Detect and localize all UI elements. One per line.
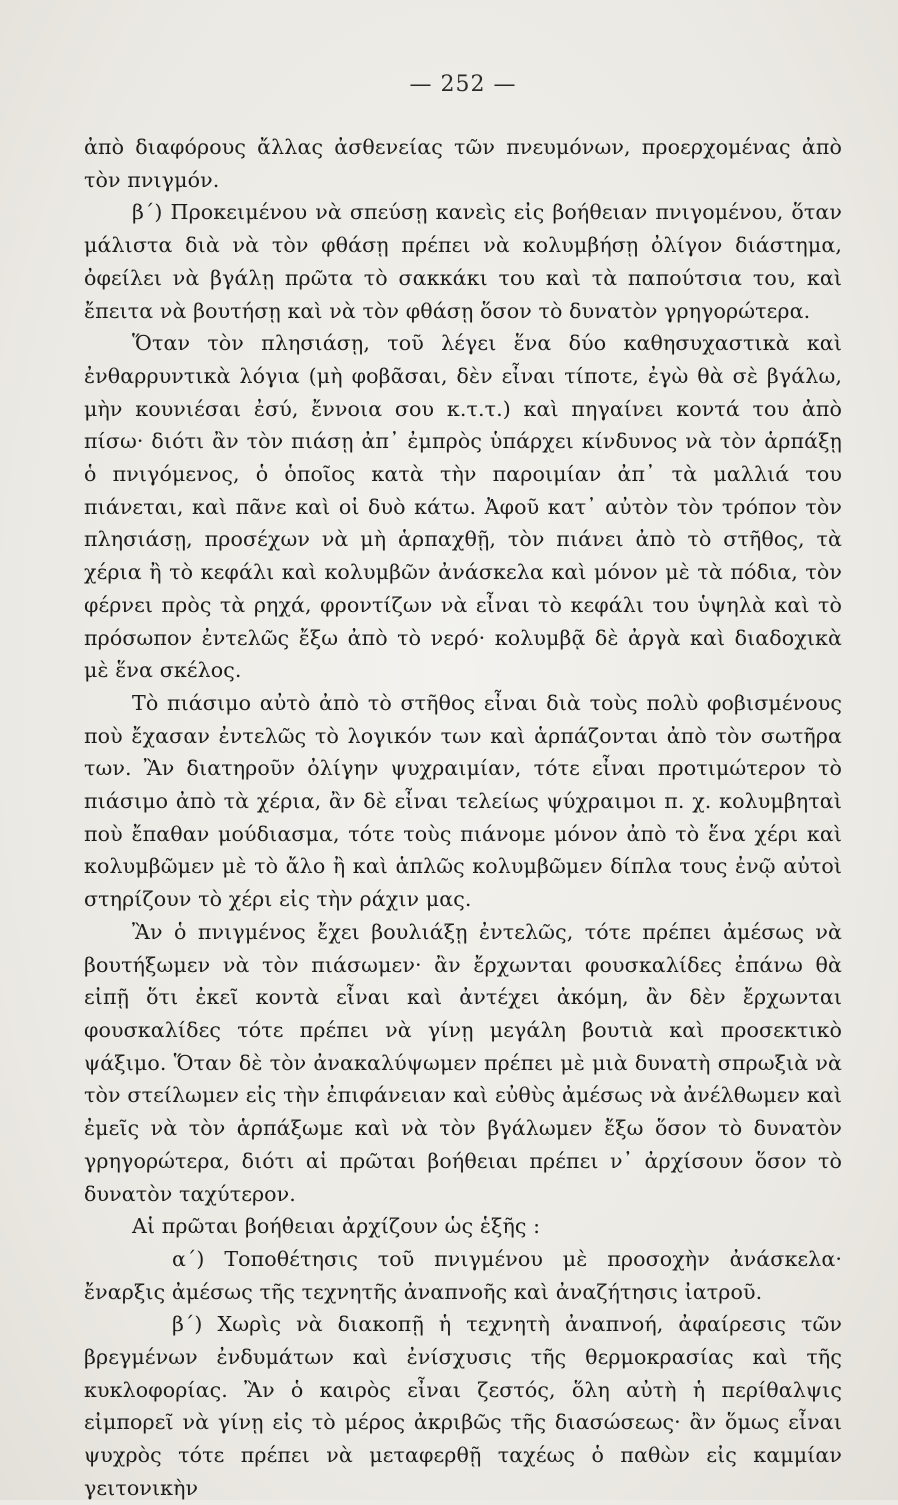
list-item: α΄) Τοποθέτησις τοῦ πνιγμένου μὲ προσοχὴν ἀνάσκελα· ἔναρξις ἀμέσως τῆς τεχνητῆς ἀναπνοῆς καὶ ἀναζήτησις ἰατροῦ.: [84, 1246, 842, 1304]
body-text: [84, 131, 842, 1505]
page-number: — 252 —: [409, 72, 517, 97]
paragraph: Ὅταν τὸν πλησιάσῃ, τοῦ λέγει ἕνα δύο καθησυχαστικὰ καὶ ἐνθαρρυντικὰ λόγια (μὴ φοβᾶσαι, δὲν εἶναι τίποτε, ἐγὼ θὰ σὲ βγάλω, μὴν κουνιέσαι ἐσύ, ἔννοια σου κ.τ.τ.) καὶ πηγαίνει κοντά του ἀπὸ πίσω· διότι ἂν τὸν πιάσῃ ἀπ᾿ ἐμπρὸς ὑπάρχει κίνδυνος νὰ τὸν ἁρπάξῃ ὁ πνιγόμενος, ὁ ὁποῖος κατὰ τὴν παροιμίαν ἀπ᾿ τὰ μαλλιά του πιάνεται, καὶ πᾶνε καὶ οἱ δυὸ κάτω. Ἀφοῦ κατ᾿ αὐτὸν τὸν τρόπον τὸν πλησιάσῃ, προσέχων νὰ μὴ ἁρπαχθῇ, τὸν πιάνει ἀπὸ τὸ στῆθος, τὰ χέρια ἢ τὸ κεφάλι καὶ κολυμβῶν ἀνάσκελα καὶ μόνον μὲ τὰ πόδια, τὸν φέρνει πρὸς τὰ ρηχά, φροντίζων νὰ εἶναι τὸ κεφάλι του ὑψηλὰ καὶ τὸ πρόσωπον ἐντελῶς ἔξω ἀπὸ τὸ νερό· κολυμβᾷ δὲ ἀργὰ καὶ διαδοχικὰ μὲ ἕνα σκέλος.: [84, 331, 842, 683]
paragraph: Ἂν ὁ πνιγμένος ἔχει βουλιάξῃ ἐντελῶς, τότε πρέπει ἀμέσως νὰ βουτήξωμεν νὰ τὸν πιάσωμεν· ἂν ἔρχωνται φουσκαλίδες ἐπάνω θὰ εἰπῇ ὅτι ἐκεῖ κοντὰ εἶναι καὶ ἀντέχει ἀκόμη, ἂν δὲν ἔρχωνται φουσκαλίδες τότε πρέπει νὰ γίνῃ μεγάλη βουτιὰ καὶ προσεκτικὸ ψάξιμο. Ὅταν δὲ τὸν ἀνακαλύψωμεν πρέπει μὲ μιὰ δυνατὴ σπρωξιὰ νὰ τὸν στείλωμεν εἰς τὴν ἐπιφάνειαν καὶ εὐθὺς ἀμέσως νὰ ἀνέλθωμεν καὶ ἐμεῖς νὰ τὸν ἁρπάξωμε καὶ νὰ τὸν βγάλωμεν ἔξω ὅσον τὸ δυνατὸν γρηγορώτερα, διότι αἱ πρῶται βοήθειαι πρέπει ν᾿ ἀρχίσουν ὅσον τὸ δυνατὸν ταχύτερον.: [84, 919, 842, 1206]
list-item: β΄) Χωρὶς νὰ διακοπῇ ἡ τεχνητὴ ἀναπνοή, ἀφαίρεσις τῶν βρεγμένων ἐνδυμάτων καὶ ἐνίσχυσις τῆς θερμοκρασίας καὶ τῆς κυκλοφορίας. Ἂν ὁ καιρὸς εἶναι ζεστός, ὅλη αὐτὴ ἡ περίθαλψις εἰμπορεῖ νὰ γίνῃ εἰς τὸ μέρος ἀκριβῶς τῆς διασώσεως· ἂν ὅμως εἶναι ψυχρὸς τότε πρέπει νὰ μεταφερθῇ ταχέως ὁ παθὼν εἰς καμμίαν γειτονικὴν: [84, 1312, 842, 1500]
paragraph: β΄) Προκειμένου νὰ σπεύσῃ κανεὶς εἰς βοήθειαν πνιγομένου, ὅταν μάλιστα διὰ νὰ τὸν φθάσῃ πρέπει νὰ κολυμβήσῃ ὀλίγον διάστημα, ὀφείλει νὰ βγάλῃ πρῶτα τὸ σακκάκι του καὶ τὰ παπούτσια του, καὶ ἔπειτα νὰ βουτήσῃ καὶ νὰ τὸν φθάσῃ ὅσον τὸ δυνατὸν γρηγορώτερα.: [84, 200, 842, 323]
paragraph: ἀπὸ διαφόρους ἄλλας ἀσθενείας τῶν πνευμόνων, προερχομένας ἀπὸ τὸν πνιγμόν.: [84, 135, 842, 192]
paragraph: Τὸ πιάσιμο αὐτὸ ἀπὸ τὸ στῆθος εἶναι διὰ τοὺς πολὺ φοβισμένους ποὺ ἔχασαν ἐντελῶς τὸ λογικόν των καὶ ἁρπάζονται ἀπὸ τὸν σωτῆρα των. Ἂν διατηροῦν ὀλίγην ψυχραιμίαν, τότε εἶναι προτιμώτερον τὸ πιάσιμο ἀπὸ τὰ χέρια, ἂν δὲ εἶναι τελείως ψύχραιμοι π. χ. κολυμβηταὶ ποὺ ἔπαθαν μούδιασμα, τότε τοὺς πιάνομε μόνον ἀπὸ τὸ ἕνα χέρι καὶ κολυμβῶμεν μὲ τὸ ἄλο ἢ καὶ ἁπλῶς κολυμβῶμεν δίπλα τους ἐνῷ αὐτοὶ στηρίζουν τὸ χέρι εἰς τὴν ράχιν μας.: [84, 690, 842, 912]
paragraph: Αἱ πρῶται βοήθειαι ἀρχίζουν ὡς ἑξῆς :: [132, 1214, 541, 1239]
